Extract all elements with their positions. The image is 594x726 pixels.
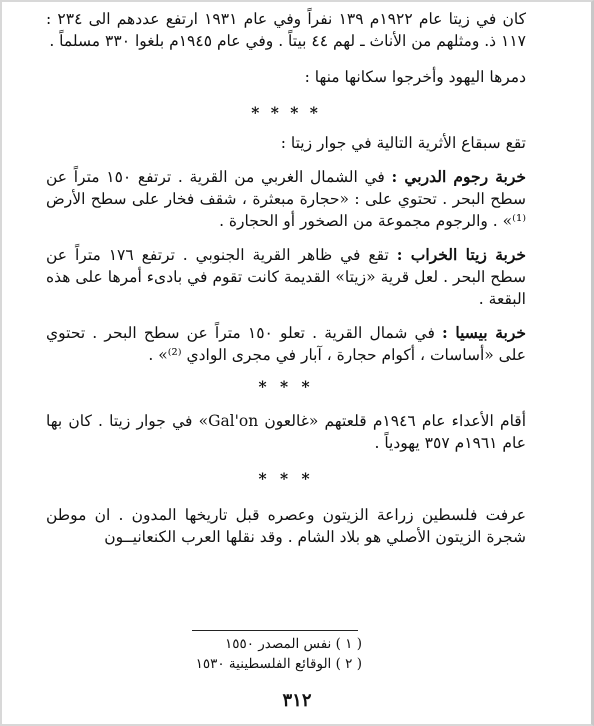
site-name: خربة زيتا الخراب : bbox=[396, 245, 527, 264]
paragraph-olive: عرفت فلسطين زراعة الزيتون وعصره قبل تاريخها المدون . ان موطن شجرة الزيتون الأصلي هو بلاد الشام . وقد نقلها العرب الكنعانيــون bbox=[46, 506, 526, 546]
paragraph-population: كان في زيتا عام ١٩٢٢م ١٣٩ نفراً وفي عام ١٩٣١ ارتفع عددهم الى ٢٣٤ : ١١٧ ذ. ومثلهم من الأناث ـ لهم ٤٤ بيتاً . وفي عام ١٩٤٥م بلغوا ٣٣٠ مسلماً . bbox=[46, 10, 526, 50]
footnotes bbox=[192, 634, 362, 674]
section-separator: * * * * bbox=[251, 103, 321, 122]
site-entry-zeita-al-kharab bbox=[46, 244, 526, 310]
site-entry-rujum-al-durbi bbox=[46, 166, 526, 232]
paragraph-settlement: أقام الأعداء عام ١٩٤٦م قلعتهم «غالعون Gal'on» في جوار زيتا . كان بها عام ١٩٦١م ٣٥٧ يهودياً . bbox=[46, 412, 527, 452]
site-name: خربة بيسيا : bbox=[442, 323, 526, 342]
site-description: تقع في ظاهر القرية الجنوبي . ترتفع ١٧٦ متراً عن سطح البحر . لعل قرية «زيتا» القديمة كانت تقوم في بادىء أمرها على هذه البقعة . bbox=[46, 246, 526, 308]
paragraph-destroyed: دمرها اليهود وأخرجوا سكانها منها : bbox=[304, 68, 526, 86]
site-entry-baysiya bbox=[46, 322, 526, 366]
section-separator: * * * bbox=[258, 469, 314, 488]
page-body bbox=[46, 8, 526, 548]
site-description: في شمال القرية . تعلو ١٥٠ متراً عن سطح البحر . تحتوي على «أساسات ، أكوام حجارة ، آبار في مجرى الوادي ⁽²⁾» . bbox=[46, 324, 526, 364]
section-separator: * * * bbox=[258, 377, 314, 396]
footnote-2: ( ٢ ) الوقائع الفلسطينية ١٥٣٠ bbox=[195, 656, 362, 672]
site-description: في الشمال الغربي من القرية . ترتفع ١٥٠ متراً عن سطح البحر . تحتوي على : «حجارة مبعثرة ، شقف فخار على سطح الأرض ⁽¹⁾» . والرجوم مجموعة من الصخور أو الحجارة . bbox=[46, 168, 526, 230]
footnote-divider bbox=[192, 630, 358, 631]
footnote-1: ( ١ ) نفس المصدر ١٥٥٠ bbox=[224, 636, 362, 652]
site-name: خربة رجوم الدربي : bbox=[391, 167, 526, 186]
paragraph-sites-intro: تقع سبقاع الأثرية التالية في جوار زيتا : bbox=[280, 134, 526, 152]
page-number: ٣١٢ bbox=[282, 690, 312, 711]
